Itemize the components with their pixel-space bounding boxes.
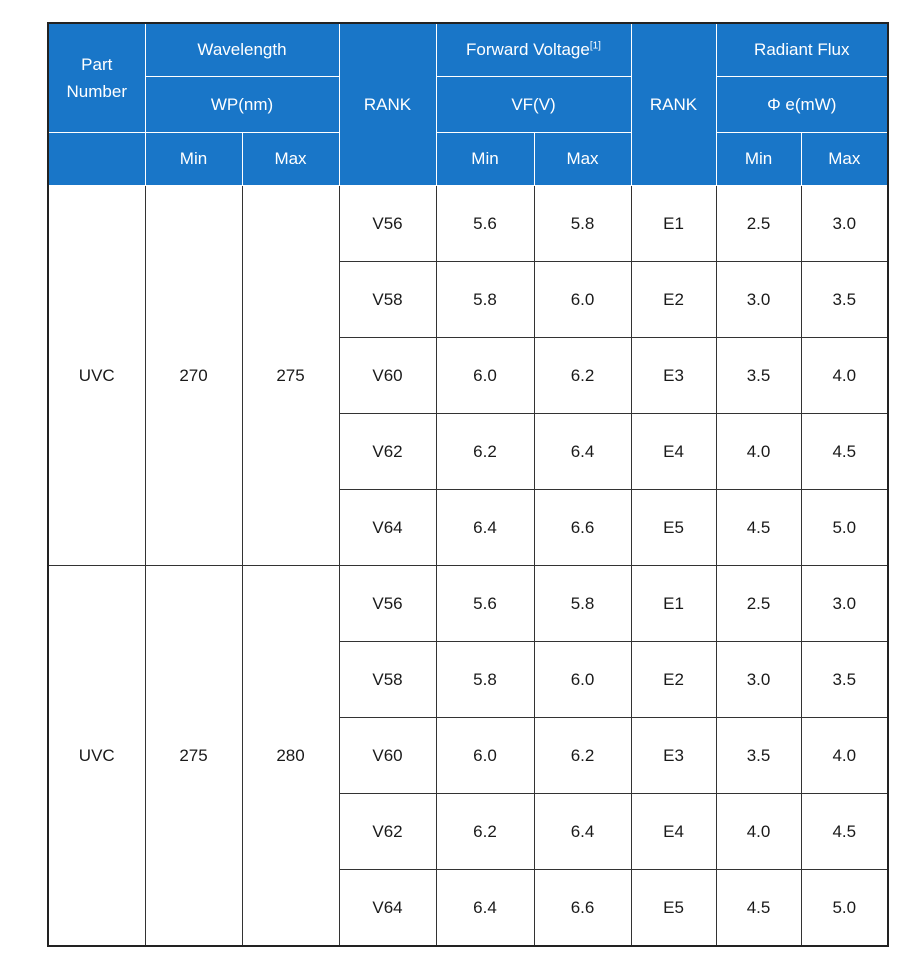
- flux-rank-cell: E3: [631, 718, 716, 794]
- flux-max-header: Max: [801, 133, 888, 186]
- flux-max-cell: 4.5: [801, 414, 888, 490]
- wavelength-header: Wavelength: [145, 23, 339, 77]
- vf-max-header: Max: [534, 133, 631, 186]
- vf-max-cell: 6.4: [534, 794, 631, 870]
- table-body: [48, 186, 888, 947]
- vf-min-cell: 6.0: [436, 718, 534, 794]
- vf-min-cell: 6.0: [436, 338, 534, 414]
- vf-rank-cell: V56: [339, 566, 436, 642]
- table-header: [48, 23, 888, 186]
- vf-min-cell: 5.6: [436, 186, 534, 262]
- vf-unit-header: VF(V): [436, 77, 631, 133]
- flux-rank-cell: E4: [631, 794, 716, 870]
- spec-table: [47, 22, 889, 947]
- part-number-spacer: [48, 133, 145, 186]
- radiant-flux-header: Radiant Flux: [716, 23, 888, 77]
- flux-max-cell: 4.5: [801, 794, 888, 870]
- vf-rank-cell: V56: [339, 186, 436, 262]
- flux-max-cell: 4.0: [801, 338, 888, 414]
- vf-max-cell: 6.6: [534, 870, 631, 947]
- table-row: [48, 566, 888, 642]
- flux-max-cell: 4.0: [801, 718, 888, 794]
- forward-voltage-label: Forward Voltage: [466, 40, 590, 59]
- flux-max-cell: 5.0: [801, 870, 888, 947]
- wp-max-cell: 275: [242, 186, 339, 566]
- flux-min-cell: 4.0: [716, 794, 801, 870]
- flux-min-cell: 4.5: [716, 490, 801, 566]
- vf-rank-cell: V60: [339, 718, 436, 794]
- wp-min-cell: 275: [145, 566, 242, 947]
- vf-min-cell: 5.6: [436, 566, 534, 642]
- flux-max-cell: 3.5: [801, 262, 888, 338]
- flux-min-cell: 3.0: [716, 642, 801, 718]
- vf-min-header: Min: [436, 133, 534, 186]
- flux-min-cell: 2.5: [716, 186, 801, 262]
- vf-rank-cell: V62: [339, 414, 436, 490]
- vf-min-cell: 5.8: [436, 262, 534, 338]
- wp-min-cell: 270: [145, 186, 242, 566]
- flux-rank-cell: E3: [631, 338, 716, 414]
- vf-max-cell: 6.2: [534, 718, 631, 794]
- vf-rank-cell: V60: [339, 338, 436, 414]
- flux-rank-cell: E5: [631, 490, 716, 566]
- rank-vf-header: RANK: [339, 23, 436, 186]
- vf-max-cell: 5.8: [534, 566, 631, 642]
- vf-rank-cell: V58: [339, 642, 436, 718]
- vf-rank-cell: V64: [339, 490, 436, 566]
- part-number-cell: UVC: [48, 186, 145, 566]
- vf-rank-cell: V58: [339, 262, 436, 338]
- vf-min-cell: 5.8: [436, 642, 534, 718]
- vf-max-cell: 6.0: [534, 262, 631, 338]
- vf-max-cell: 6.4: [534, 414, 631, 490]
- flux-min-cell: 3.5: [716, 338, 801, 414]
- vf-rank-cell: V64: [339, 870, 436, 947]
- vf-min-cell: 6.4: [436, 490, 534, 566]
- wp-min-header: Min: [145, 133, 242, 186]
- wp-max-header: Max: [242, 133, 339, 186]
- flux-rank-cell: E2: [631, 262, 716, 338]
- flux-max-cell: 3.5: [801, 642, 888, 718]
- flux-min-cell: 3.5: [716, 718, 801, 794]
- flux-max-cell: 5.0: [801, 490, 888, 566]
- vf-rank-cell: V62: [339, 794, 436, 870]
- flux-max-cell: 3.0: [801, 186, 888, 262]
- vf-min-cell: 6.2: [436, 794, 534, 870]
- vf-max-cell: 6.2: [534, 338, 631, 414]
- vf-max-cell: 6.6: [534, 490, 631, 566]
- flux-min-cell: 2.5: [716, 566, 801, 642]
- vf-max-cell: 5.8: [534, 186, 631, 262]
- flux-rank-cell: E2: [631, 642, 716, 718]
- flux-rank-cell: E5: [631, 870, 716, 947]
- vf-min-cell: 6.2: [436, 414, 534, 490]
- flux-min-cell: 4.5: [716, 870, 801, 947]
- flux-min-cell: 3.0: [716, 262, 801, 338]
- flux-min-header: Min: [716, 133, 801, 186]
- part-number-cell: UVC: [48, 566, 145, 947]
- table-row: [48, 186, 888, 262]
- flux-rank-cell: E4: [631, 414, 716, 490]
- flux-rank-cell: E1: [631, 186, 716, 262]
- flux-min-cell: 4.0: [716, 414, 801, 490]
- rank-flux-header: RANK: [631, 23, 716, 186]
- forward-voltage-header: [436, 23, 631, 77]
- flux-unit-header: Φ e(mW): [716, 77, 888, 133]
- flux-max-cell: 3.0: [801, 566, 888, 642]
- flux-rank-cell: E1: [631, 566, 716, 642]
- forward-voltage-note: [1]: [589, 40, 601, 52]
- wp-max-cell: 280: [242, 566, 339, 947]
- part-number-header: Part Number: [48, 23, 145, 133]
- vf-max-cell: 6.0: [534, 642, 631, 718]
- wp-unit-header: WP(nm): [145, 77, 339, 133]
- vf-min-cell: 6.4: [436, 870, 534, 947]
